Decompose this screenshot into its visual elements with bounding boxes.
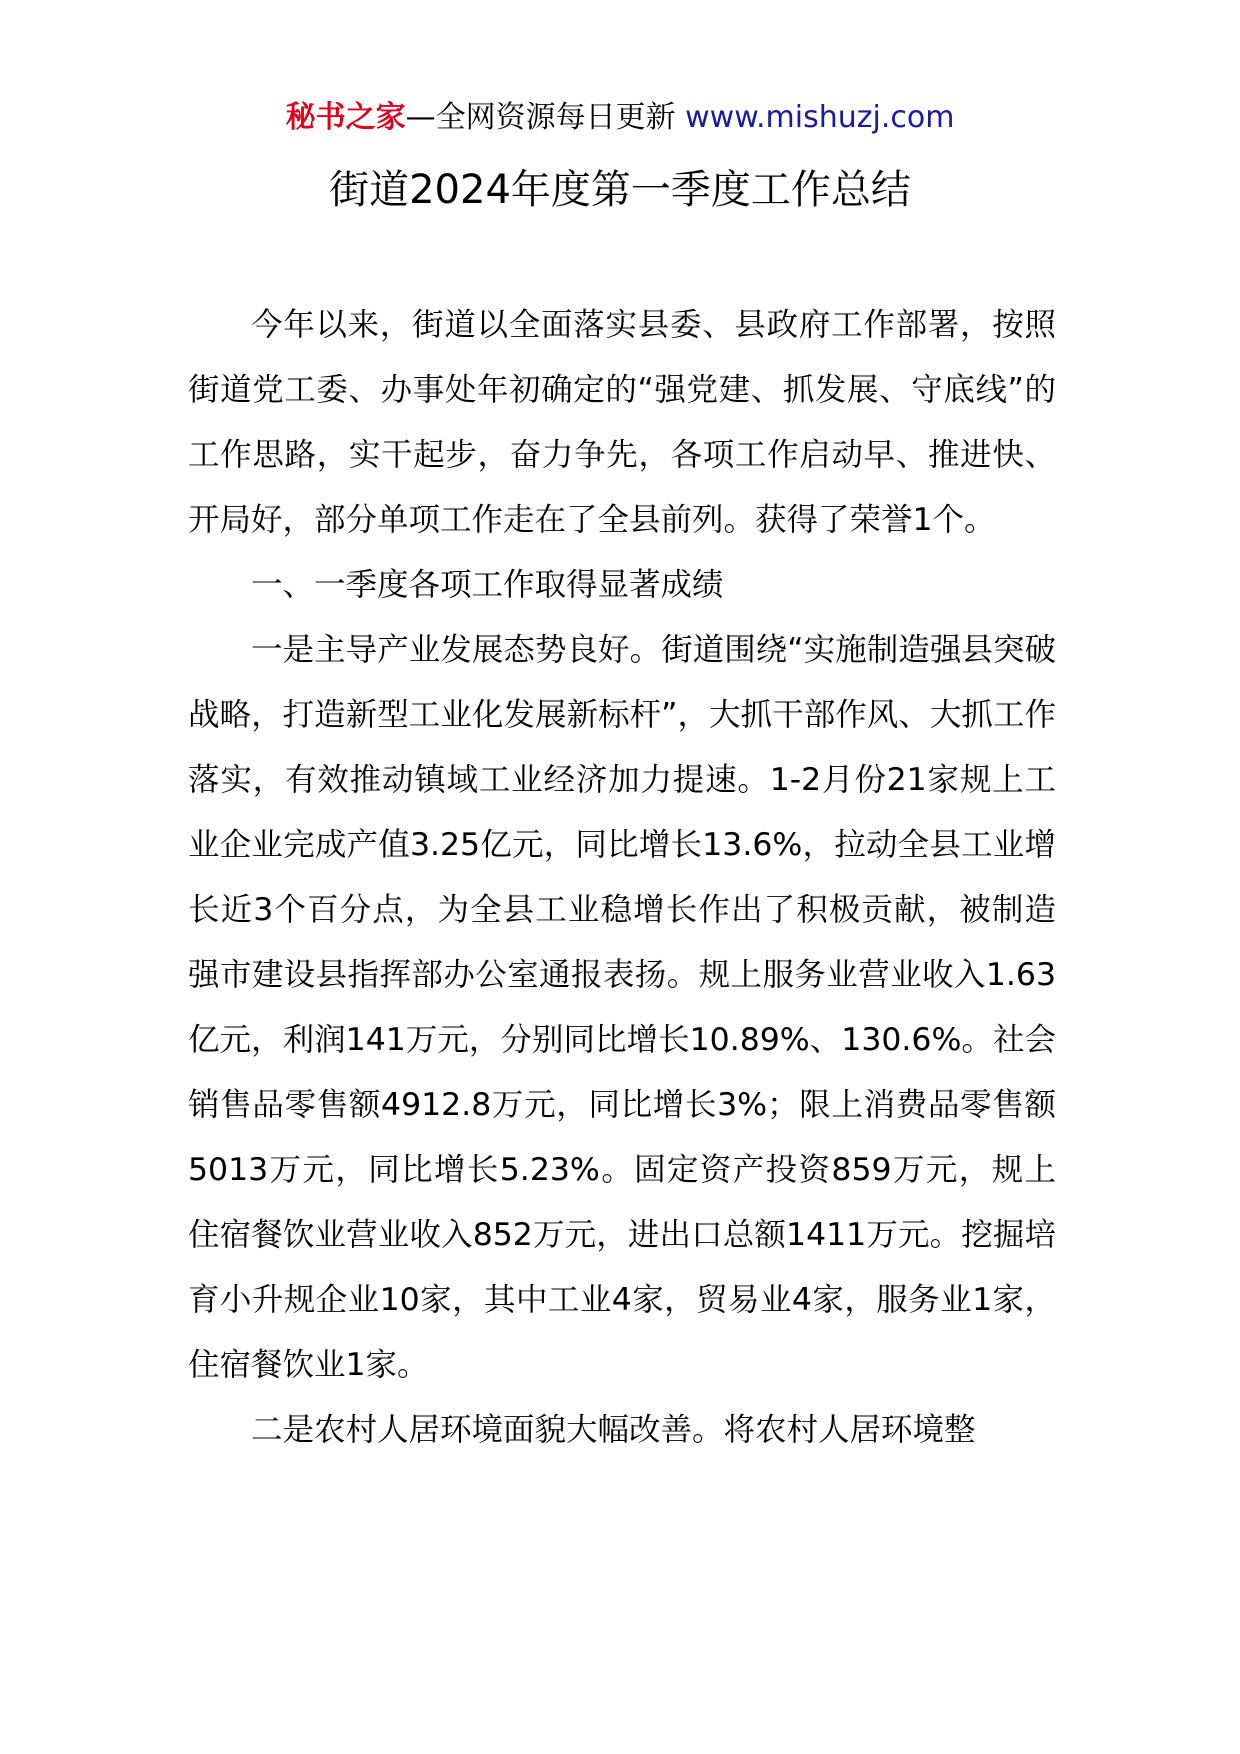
paragraph-intro: 今年以来，街道以全面落实县委、县政府工作部署，按照街道党工委、办事处年初确定的“强党建、抓发展、守底线”的工作思路，实干起步，奋力争先，各项工作启动早、推进快、开局好，部分单项工作走在了全县前列。获得了荣誉1个。 <box>188 307 1056 538</box>
document-body <box>188 293 1056 1463</box>
document-title: 街道2024年度第一季度工作总结 <box>329 167 911 213</box>
site-header <box>0 98 1240 138</box>
site-url-link[interactable]: www.mishuzj.com <box>685 100 955 135</box>
header-tagline: —全网资源每日更新 <box>405 100 686 135</box>
paragraph-industry: 一是主导产业发展态势良好。街道围绕“实施制造强县突破战略，打造新型工业化发展新标杆”，大抓干部作风、大抓工作落实，有效推动镇域工业经济加力提速。1-2月份21家规上工业企业完成产值3.25亿元，同比增长13.6%，拉动全县工业增长近3个百分点，为全县工业稳增长作出了积极贡献，被制造强市建设县指挥部办公室通报表扬。规上服务业营业收入1.63亿元，利润141万元，分别同比增长10.89%、130.6%。社会销售品零售额4912.8万元，同比增长3%；限上消费品零售额5013万元，同比增长5.23%。固定资产投资859万元，规上住宿餐饮业营业收入852万元，进出口总额1411万元。挖掘培育小升规企业10家，其中工业4家，贸易业4家，服务业1家，住宿餐饮业1家。 <box>188 632 1056 1383</box>
paragraph-rural-environment: 二是农村人居环境面貌大幅改善。将农村人居环境整 <box>251 1412 976 1448</box>
section-heading-1: 一、一季度各项工作取得显著成绩 <box>251 567 724 603</box>
brand-name: 秘书之家 <box>285 100 406 135</box>
